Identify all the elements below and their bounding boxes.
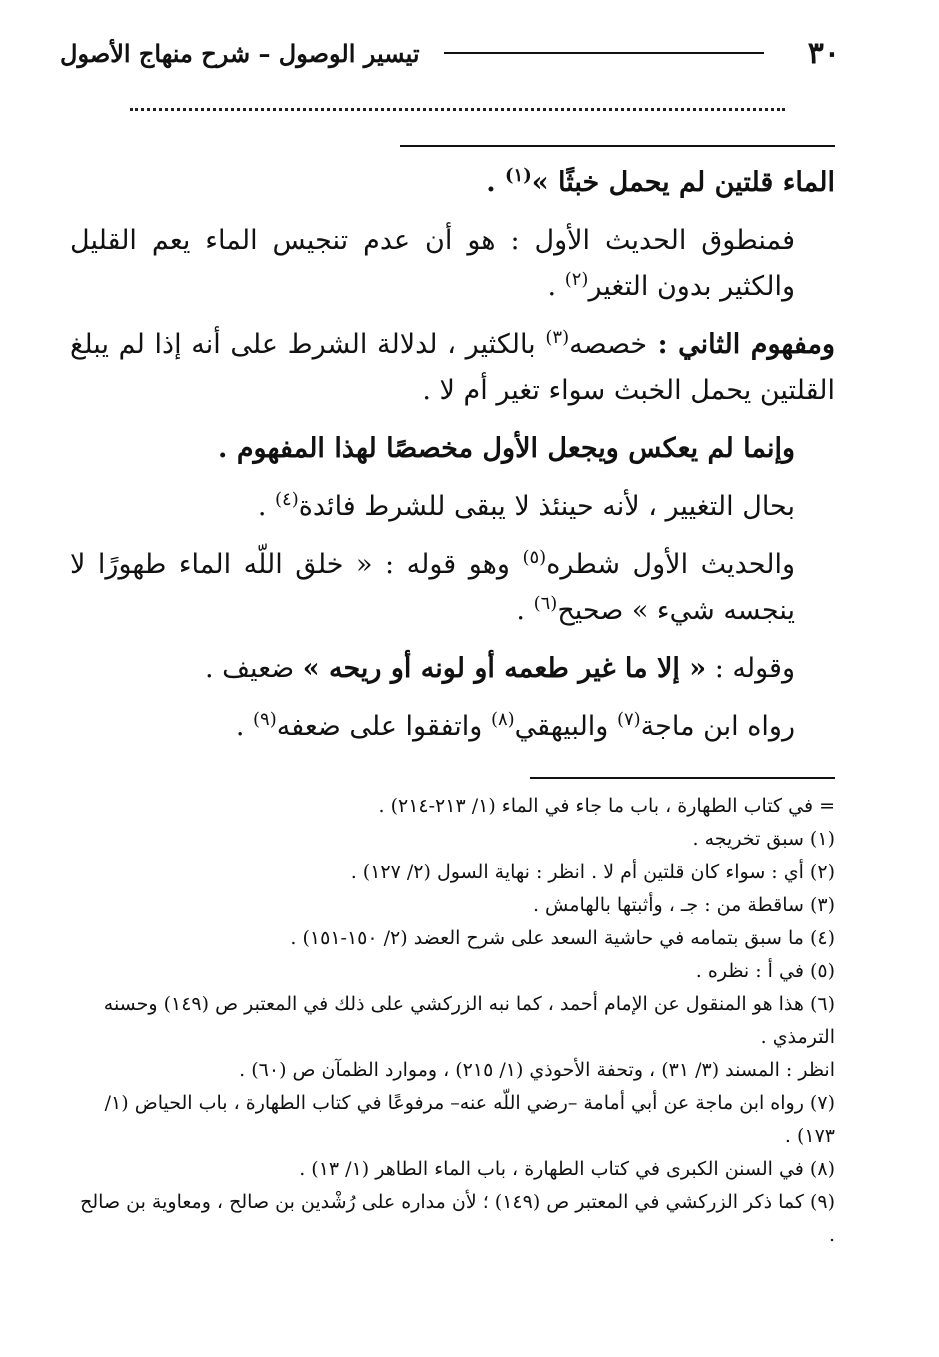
p4-text: وإنما لم يعكس ويجعل الأول مخصصًا لهذا المفهوم . [218, 433, 795, 464]
footnote-ref-5: (٥) [522, 547, 547, 568]
footnote-ref-1: (١) [505, 165, 532, 186]
running-title: تيسير الوصول – شرح منهاج الأصول [60, 38, 420, 68]
p1-text: الماء قلتين لم يحمل خبثًا » [531, 167, 835, 198]
p1-end: . [486, 167, 506, 198]
p3-lead: ومفهوم الثاني : [647, 329, 835, 360]
paragraph-5 [70, 484, 835, 530]
footnote-separator [530, 777, 835, 779]
dotted-separator [130, 108, 785, 111]
footnote-ref-3: (٣) [545, 327, 570, 348]
paragraph-8 [70, 704, 835, 750]
footnote-continued: = في كتاب الطهارة ، باب ما جاء في الماء (١/ ٢١٣-٢١٤) . [378, 795, 835, 817]
p7-end: ضعيف . [204, 653, 303, 684]
footnote-8: (٨) في السنن الكبرى في كتاب الطهارة ، باب الماء الطاهر (١/ ١٣) . [299, 1158, 835, 1180]
p8-text-b: والبيهقي [514, 711, 617, 742]
p3-text-b: بالكثير ، لدلالة الشرط على أنه إذا لم يبلغ القلتين يحمل الخبث سواء تغير أم لا . [70, 329, 835, 406]
running-header [60, 28, 840, 78]
p2-text: فمنطوق الحديث الأول : هو أن عدم تنجيس الماء يعم القليل والكثير بدون التغير [70, 225, 795, 302]
footnote-2: (٢) أي : سواء كان قلتين أم لا . انظر : نهاية السول (٢/ ١٢٧) . [350, 861, 835, 883]
footnote-ref-4: (٤) [275, 489, 299, 510]
footnote-6: (٦) هذا هو المنقول عن الإمام أحمد ، كما نبه الزركشي على ذلك في المعتبر ص (١٤٩) وحسنه الترمذي . [103, 993, 835, 1048]
p2-end: . [547, 271, 565, 302]
footnote-7: (٧) رواه ابن ماجة عن أبي أمامة –رضي اللّه عنه– مرفوعًا في كتاب الطهارة ، باب الحياض (١/ ١٧٣) . [104, 1092, 835, 1147]
p7-quote: « إلا ما غير طعمه أو لونه أو ريحه » [302, 653, 707, 684]
p8-text-c: واتفقوا على ضعفه [276, 711, 491, 742]
paragraph-4 [70, 426, 835, 472]
footnote-ref-2: (٢) [564, 269, 589, 290]
paragraph-7 [70, 646, 835, 692]
p5-end: . [257, 491, 275, 522]
p6-end: . [516, 595, 534, 626]
p5-text: بحال التغيير ، لأنه حينئذ لا يبقى للشرط فائدة [298, 491, 795, 522]
p8-end: . [235, 711, 253, 742]
footnote-3: (٣) ساقطة من : جـ ، وأثبتها بالهامش . [532, 894, 835, 916]
p3-text-a: خصصه [569, 329, 648, 360]
paragraph-1 [70, 160, 835, 206]
main-text [70, 160, 835, 762]
header-rule [444, 52, 764, 54]
footnote-5: (٥) في أ : نظره . [695, 960, 835, 982]
paragraph-6 [70, 542, 835, 634]
top-rule [400, 145, 835, 147]
footnote-9: (٩) كما ذكر الزركشي في المعتبر ص (١٤٩) ؛ لأن مداره على رُشْدين بن صالح ، ومعاوية بن صالح . [80, 1191, 835, 1246]
paragraph-2 [70, 218, 835, 310]
footnote-ref-6: (٦) [533, 593, 558, 614]
p7-lead: وقوله : [706, 653, 795, 684]
footnote-4: (٤) ما سبق بتمامه في حاشية السعد على شرح العضد (٢/ ١٥٠-١٥١) . [290, 927, 835, 949]
p6-text-b: وهو قوله : « خلق اللّه الماء طهورًا لا ينجسه شيء » صحيح [70, 549, 795, 626]
footnotes [70, 790, 835, 1252]
footnote-ref-9: (٩) [252, 709, 277, 730]
footnote-ref-7: (٧) [616, 709, 641, 730]
footnote-1: (١) سبق تخريجه . [692, 828, 835, 850]
p8-text-a: رواه ابن ماجة [640, 711, 795, 742]
p6-text-a: والحديث الأول شطره [546, 549, 795, 580]
paragraph-3 [70, 322, 835, 414]
page-number: ٣٠ [807, 35, 840, 71]
footnote-6-references: انظر : المسند (٣/ ٣١) ، وتحفة الأحوذي (١/ ٢١٥) ، وموارد الظمآن ص (٦٠) . [239, 1059, 835, 1081]
footnote-ref-8: (٨) [490, 709, 515, 730]
